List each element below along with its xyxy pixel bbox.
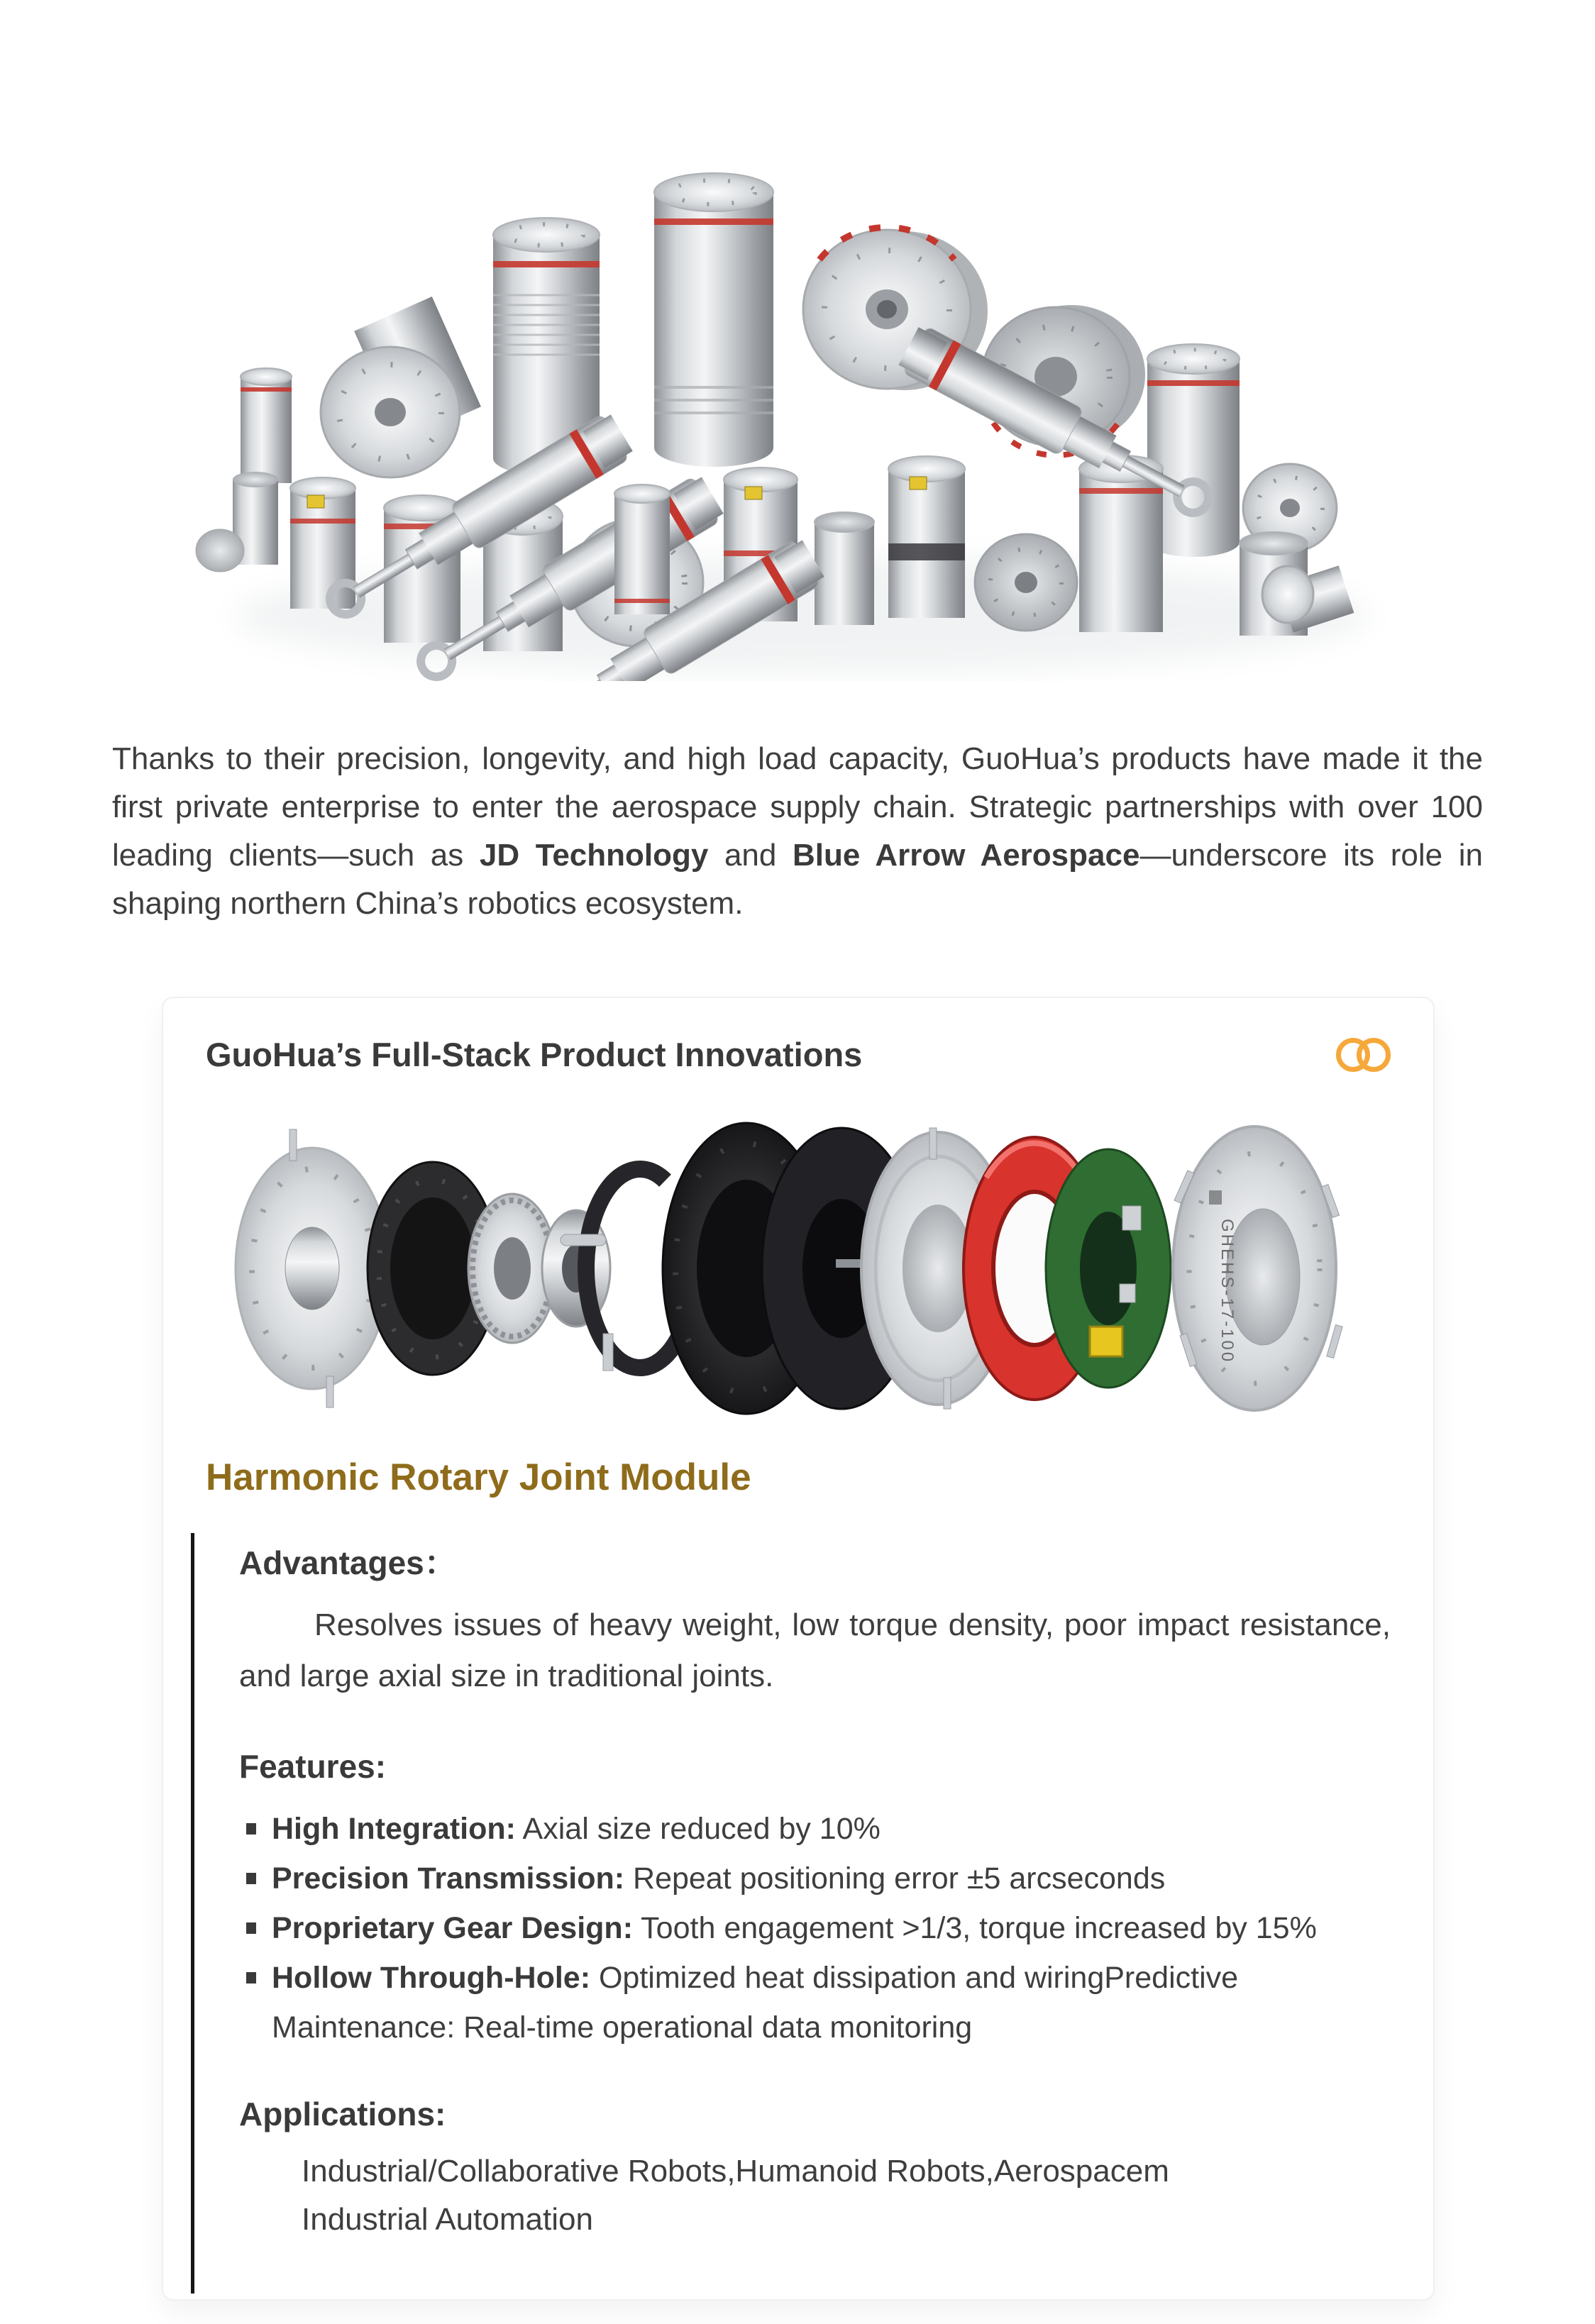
feature-label: Hollow Through-Hole: (272, 1961, 591, 1995)
feature-text: Tooth engagement >1/3, torque increased by 15% (633, 1911, 1317, 1945)
feature-label: Precision Transmission: (272, 1861, 625, 1896)
product-cylinder (196, 368, 292, 572)
product-cylinder (1079, 455, 1163, 632)
feature-text-continued: Maintenance: Real-time operational data monitoring (272, 2010, 973, 2044)
product-flange-drum (321, 297, 481, 477)
product-family-photo (177, 54, 1426, 681)
product-innovations-card (162, 997, 1435, 2301)
feature-label: High Integration: (272, 1812, 516, 1846)
part-hub (542, 1210, 610, 1327)
applications-heading: Applications: (239, 2096, 446, 2132)
feature-item (239, 1903, 1391, 1953)
part-flange-right (1173, 1127, 1342, 1410)
exploded-view-illustration (206, 1100, 1391, 1437)
feature-text: Optimized heat dissipation and wiringPredictive (590, 1961, 1239, 1995)
product-cylinder (888, 456, 965, 618)
intro-bold-client-2: Blue Arrow Aerospace (793, 838, 1140, 873)
feature-text: Repeat positioning error ±5 arcseconds (624, 1861, 1166, 1896)
intro-bold-client-1: JD Technology (479, 838, 709, 873)
exploded-view-image (206, 1100, 1391, 1437)
applications-line: Industrial/Collaborative Robots,Humanoid Robots,Aerospacem (302, 2154, 1169, 2189)
module-section (191, 1533, 1391, 2293)
product-cylinder (290, 477, 355, 609)
ring-right-icon (1357, 1038, 1391, 1072)
part-pcb-ring (1046, 1149, 1171, 1388)
card-title: GuoHua’s Full-Stack Product Innovations (206, 1036, 863, 1073)
feature-item (239, 1854, 1391, 1903)
features-list (239, 1804, 1391, 2052)
feature-item (239, 1953, 1391, 2052)
product-cylinder-tall (654, 173, 773, 467)
feature-item (239, 1804, 1391, 1854)
applications-body (302, 2147, 1391, 2244)
link-rings-icon[interactable] (1336, 1038, 1391, 1072)
advantages-heading: Advantages： (239, 1544, 457, 1581)
feature-text: Axial size reduced by 10% (515, 1812, 881, 1846)
product-drum-small (975, 534, 1077, 631)
feature-label: Proprietary Gear Design: (272, 1911, 634, 1945)
exploded-model-label: GHEHS-17-100 (1218, 1219, 1237, 1364)
module-title: Harmonic Rotary Joint Module (206, 1456, 751, 1498)
intro-segment: Thanks to their precision, longevity, and high load capacity, GuoHua’s products have made it the first private enterprise to enter the aerospace supply chain. Strategic partnerships with over 100 leading clients—such as (112, 741, 1483, 873)
advantages-body: Resolves issues of heavy weight, low torque density, poor impact resistance, and large axial size in traditional joints. (239, 1608, 1391, 1693)
intro-paragraph (112, 735, 1483, 928)
product-cylinder-front (614, 485, 670, 614)
product-family-illustration (177, 54, 1426, 681)
product-cylinder-small (815, 512, 874, 625)
applications-line: Industrial Automation (302, 2202, 593, 2237)
card-header (206, 1035, 1391, 1074)
features-heading: Features: (239, 1748, 387, 1785)
intro-segment: and (708, 838, 793, 873)
intro-segment: —underscore its role in shaping northern China’s robotics ecosystem. (112, 838, 1484, 921)
